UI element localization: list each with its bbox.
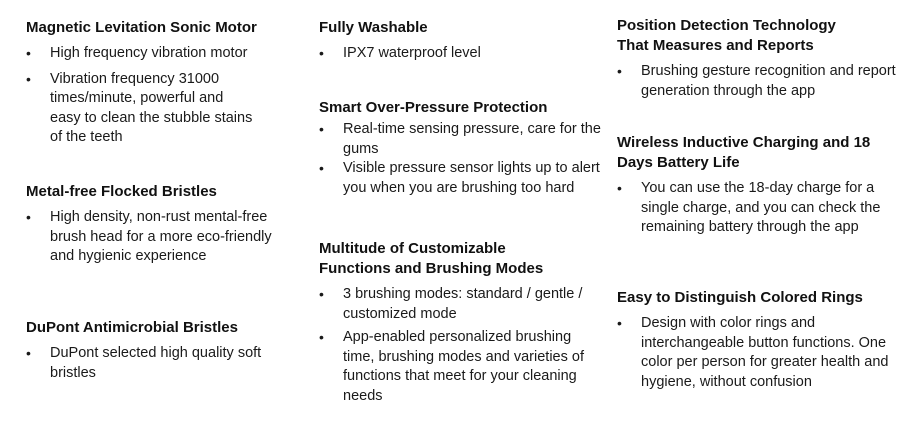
bullet-list: [26, 208, 281, 267]
bullet-item: • Real-time sensing pressure, care for the gums: [319, 121, 601, 157]
bullet-icon: •: [26, 209, 31, 225]
section-heading: Easy to Distinguish Colored Rings: [617, 289, 863, 306]
bullet-icon: •: [319, 45, 324, 61]
bullet-list: [26, 344, 281, 383]
bullet-item: • DuPont selected high quality soft bristles: [26, 345, 262, 381]
bullet-list: [26, 44, 281, 148]
bullet-item: • IPX7 waterproof level: [319, 44, 587, 64]
bullet-list: [319, 120, 601, 198]
bullet-item: • You can use the 18-day charge for a single charge, and you can check the remaining battery through the app: [617, 180, 881, 235]
section-heading: Multitude of Customizable Functions and Brushing Modes: [319, 240, 544, 277]
bullet-item: • Brushing gesture recognition and report generation through the app: [617, 63, 896, 99]
section-heading: Position Detection Technology That Measures and Reports: [617, 17, 836, 54]
bullet-icon: •: [617, 63, 622, 79]
bullet-list: [617, 62, 896, 101]
bullet-item: • Design with color rings and interchangeable button functions. One color per person for greater health and hygiene, without confusion: [617, 315, 889, 390]
feature-section: [617, 16, 896, 101]
bullet-icon: •: [617, 180, 622, 196]
bullet-list: [319, 285, 587, 406]
feature-section: [26, 318, 281, 383]
bullet-icon: •: [319, 286, 324, 302]
bullet-item: • Visible pressure sensor lights up to alert you when you are brushing too hard: [319, 160, 600, 196]
bullet-item: • App-enabled personalized brushing time, brushing modes and varieties of functions that meet for your cleaning needs: [319, 329, 584, 404]
bullet-item: • 3 brushing modes: standard / gentle / customized mode: [319, 286, 583, 322]
bullet-list: [617, 314, 889, 392]
feature-section: [26, 182, 281, 267]
feature-section: [319, 98, 601, 198]
section-heading: Smart Over-Pressure Protection: [319, 99, 548, 116]
bullet-icon: •: [26, 45, 31, 61]
feature-section: [617, 133, 889, 238]
section-heading: Fully Washable: [319, 19, 428, 36]
bullet-icon: •: [319, 329, 324, 345]
bullet-item: • Vibration frequency 31000 times/minute, powerful and easy to clean the stubble stains of the teeth: [26, 70, 253, 145]
section-heading: Wireless Inductive Charging and 18 Days Battery Life: [617, 134, 871, 171]
section-heading: Magnetic Levitation Sonic Motor: [26, 19, 257, 36]
section-heading: Metal-free Flocked Bristles: [26, 183, 217, 200]
feature-section: [319, 18, 587, 64]
bullet-icon: •: [319, 121, 324, 137]
feature-section: [319, 239, 587, 406]
bullet-list: [617, 179, 889, 238]
bullet-icon: •: [26, 70, 31, 87]
bullet-list: [319, 44, 587, 64]
bullet-item: • High density, non-rust mental-free brush head for a more eco-friendly and hygienic experience: [26, 209, 272, 264]
bullet-icon: •: [26, 345, 31, 361]
bullet-icon: •: [617, 315, 622, 331]
feature-section: [617, 288, 889, 392]
feature-section: [26, 18, 281, 148]
bullet-item: • High frequency vibration motor: [26, 44, 281, 64]
bullet-icon: •: [319, 160, 324, 176]
section-heading: DuPont Antimicrobial Bristles: [26, 319, 238, 336]
